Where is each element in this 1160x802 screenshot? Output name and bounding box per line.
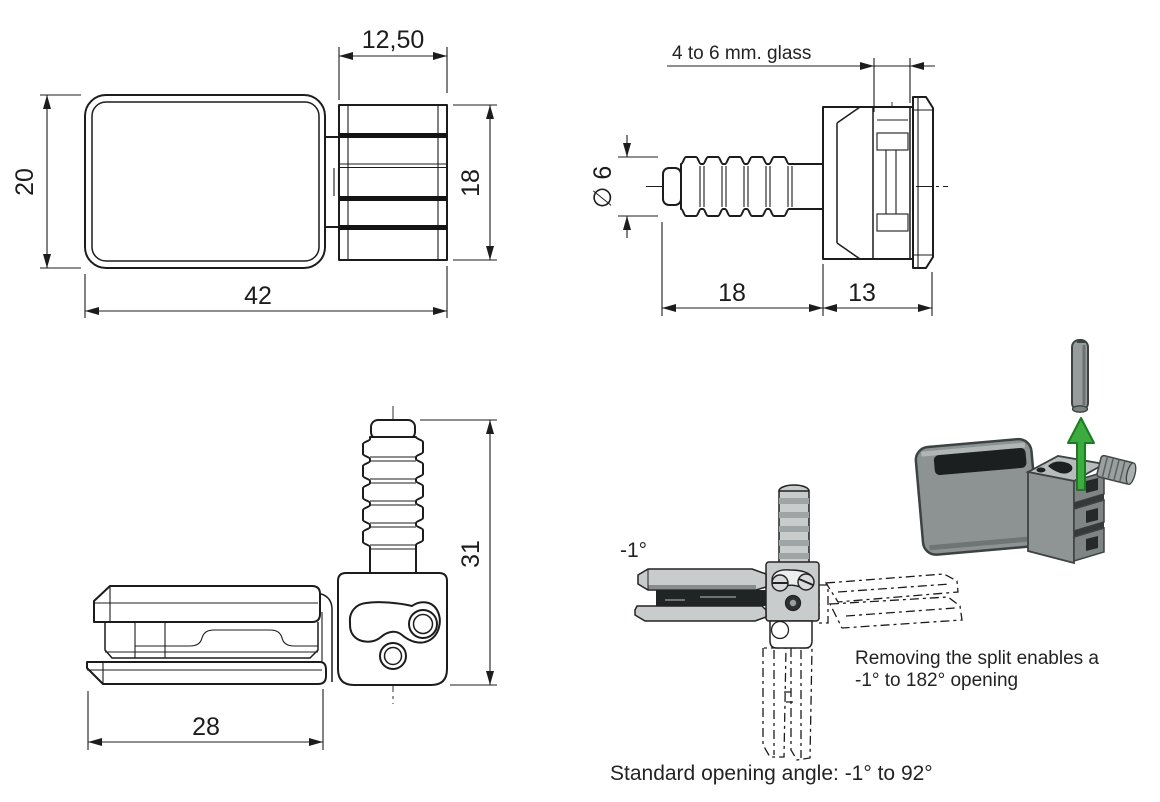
dim-text-glass-range: 4 to 6 mm. glass xyxy=(672,43,812,64)
iso-ribbed-pin xyxy=(779,485,809,563)
opening-angle-illustration xyxy=(620,485,962,760)
glass-clamp-plate-top-view xyxy=(85,95,325,268)
dim-text-hinge-height: 18 xyxy=(457,169,485,197)
dimension-plate-width xyxy=(88,689,323,750)
dim-text-plate-height: 20 xyxy=(11,168,39,196)
clamp-body-side-view xyxy=(823,97,933,268)
caption-standard-angle: Standard opening angle: -1° to 92° xyxy=(610,762,933,785)
front-view xyxy=(87,406,497,750)
dimension-plate-height xyxy=(11,95,81,268)
dimension-glass-range xyxy=(667,43,935,112)
dimension-hinge-width xyxy=(339,26,447,100)
ribbed-pin-side-view xyxy=(663,157,823,216)
dimension-body-depth xyxy=(823,272,932,316)
dim-text-pin-diameter: ∅ 6 xyxy=(589,165,617,209)
iso-clamp-plates xyxy=(635,569,766,621)
note-line1: Removing the split enables a xyxy=(855,648,1099,669)
hinge-knuckle-stack-top-view xyxy=(325,105,447,260)
dimension-pin-length xyxy=(662,222,823,316)
dim-text-hinge-width: 12,50 xyxy=(361,26,425,54)
dim-text-pin-length: 18 xyxy=(718,279,746,307)
dimension-total-width xyxy=(85,266,447,318)
shaded-clamp-plate xyxy=(915,438,1040,556)
iso-hinge-block xyxy=(766,562,819,621)
iso-lower-knuckle xyxy=(770,621,812,648)
top-view xyxy=(11,26,497,318)
note-line2: -1° to 182° opening xyxy=(855,670,1019,691)
split-removal-illustration xyxy=(915,339,1138,563)
closed-angle-label: -1° xyxy=(620,539,648,562)
phantom-open-prongs xyxy=(763,648,812,760)
glass-clamp-plate-front-view xyxy=(87,586,326,684)
iso-view xyxy=(610,339,1138,785)
split-pin xyxy=(1072,339,1088,412)
dim-text-total-height: 31 xyxy=(457,540,485,568)
dim-text-total-width: 42 xyxy=(244,282,272,310)
dim-text-plate-width: 28 xyxy=(192,713,220,741)
ribbed-pin-front-view xyxy=(363,420,423,573)
shaded-hinge-block xyxy=(1028,456,1104,563)
dimension-hinge-height xyxy=(453,105,497,260)
phantom-open-leaf xyxy=(819,574,962,628)
side-view xyxy=(589,43,948,316)
hinge-block-front-view xyxy=(338,573,447,685)
dim-text-body-depth: 13 xyxy=(848,279,876,307)
